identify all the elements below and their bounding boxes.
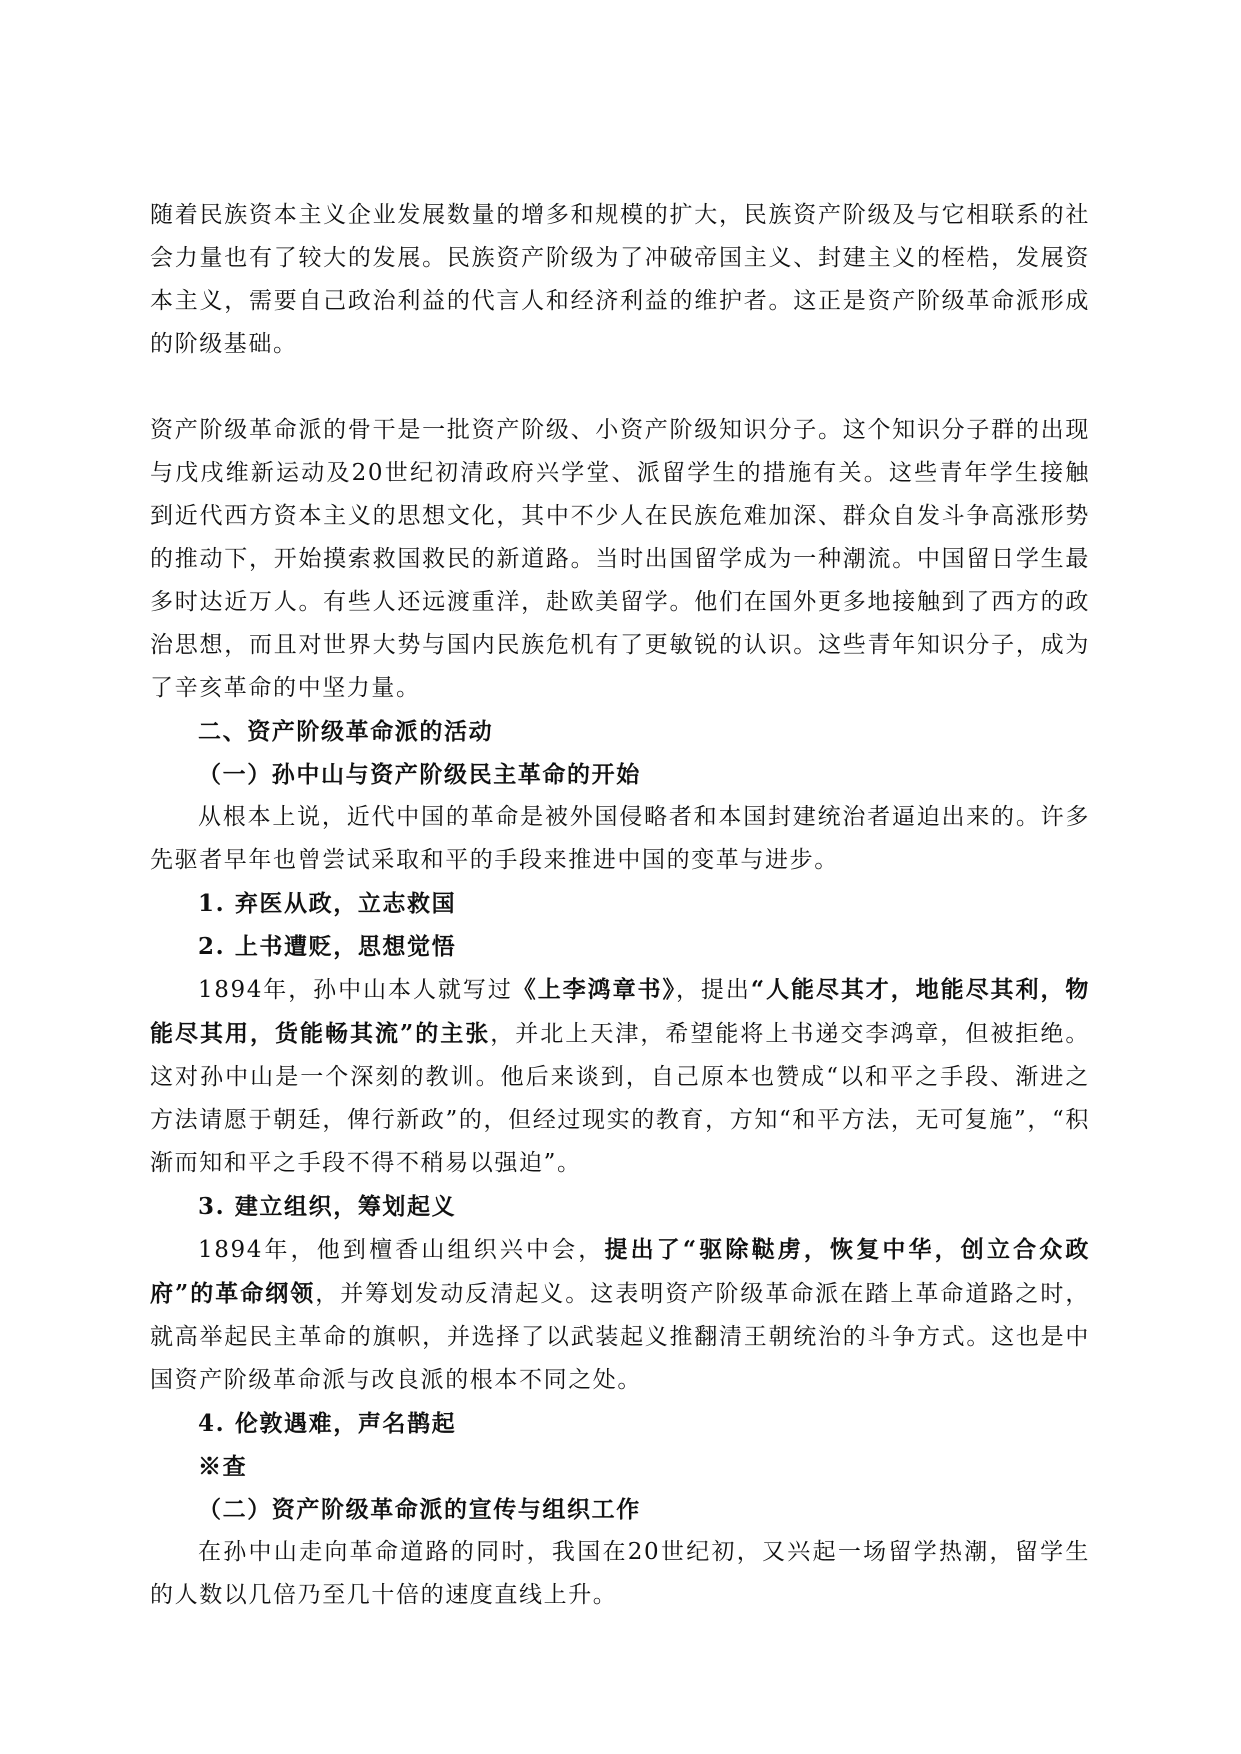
subsection-heading: （一）孙中山与资产阶级民主革命的开始	[198, 761, 641, 788]
book-title: 《上李鸿章书》	[512, 976, 676, 1003]
paragraph-letter-to-li-hongzhang	[150, 968, 1090, 1185]
note-marker: ※查	[198, 1453, 248, 1480]
list-heading: 4. 伦敦遇难，声名鹊起	[198, 1410, 457, 1437]
paragraph-intellectuals: 资产阶级革命派的骨干是一批资产阶级、小资产阶级知识分子。这个知识分子群的出现与戊戌维新运动及20世纪初清政府兴学堂、派留学生的措施有关。这些青年学生接触到近代西方资本主义的思想文化，其中不少人在民族危难加深、群众自发斗争高涨形势的推动下，开始摸索救国救民的新道路。当时出国留学成为一种潮流。中国留日学生最多时达近万人。有些人还远渡重洋，赴欧美留学。他们在国外更多地接触到了西方的政治思想，而且对世界大势与国内民族危机有了更敏锐的认识。这些青年知识分子，成为了辛亥革命的中坚力量。	[150, 417, 1090, 701]
paragraph-class-basis: 随着民族资本主义企业发展数量的增多和规模的扩大，民族资产阶级及与它相联系的社会力量也有了较大的发展。民族资产阶级为了冲破帝国主义、封建主义的桎梏，发展资本主义，需要自己政治利益的代言人和经济利益的维护者。这正是资产阶级革命派形成的阶级基础。	[150, 202, 1090, 357]
text-span: 1894年，他到檀香山组织兴中会，	[198, 1237, 605, 1263]
paragraph-xingzhonghui	[150, 1228, 1090, 1402]
list-heading: 3. 建立组织，筹划起义	[198, 1193, 457, 1220]
list-heading: 2. 上书遭贬，思想觉悟	[198, 933, 457, 960]
paragraph-study-abroad: 在孙中山走向革命道路的同时，我国在20世纪初，又兴起一场留学热潮，留学生的人数以几倍乃至几十倍的速度直线上升。	[150, 1539, 1090, 1608]
text-span: 1894年，孙中山本人就写过	[198, 977, 513, 1003]
text-span: ，并北上天津，希望能将上书递交李鸿章，但被拒绝。这对孙中山是一个深刻的教训。他后来谈到，自己原本也赞成“以和平之手段、渐进之方法请愿于朝廷，俾行新政”的，但经过现实的教育，方知“和平方法，无可复施”，“积渐而知和平之手段不得不稍易以强迫”。	[150, 1021, 1090, 1176]
section-heading: 二、资产阶级革命派的活动	[198, 718, 494, 745]
text-span: ，提出	[675, 977, 751, 1003]
paragraph-revolution-origin: 从根本上说，近代中国的革命是被外国侵略者和本国封建统治者逼迫出来的。许多先驱者早年也曾尝试采取和平的手段来推进中国的变革与进步。	[150, 804, 1090, 873]
subsection-heading: （二）资产阶级革命派的宣传与组织工作	[198, 1496, 641, 1523]
emphasized-quote: 提出了“驱除鞑虏，恢复中华，创立合众政府”的革命纲领	[150, 1236, 1090, 1307]
emphasized-quote: “人能尽其才，地能尽其利，物能尽其用，货能畅其流”的主张	[150, 976, 1090, 1047]
document-body	[150, 194, 1090, 1617]
list-heading: 1. 弃医从政，立志救国	[198, 890, 457, 917]
paragraph-spacer	[150, 366, 1090, 409]
text-span: ，并筹划发动反清起义。这表明资产阶级革命派在踏上革命道路之时，就高举起民主革命的旗帜，并选择了以武装起义推翻清王朝统治的斗争方式。这也是中国资产阶级革命派与改良派的根本不同之处。	[150, 1281, 1090, 1393]
